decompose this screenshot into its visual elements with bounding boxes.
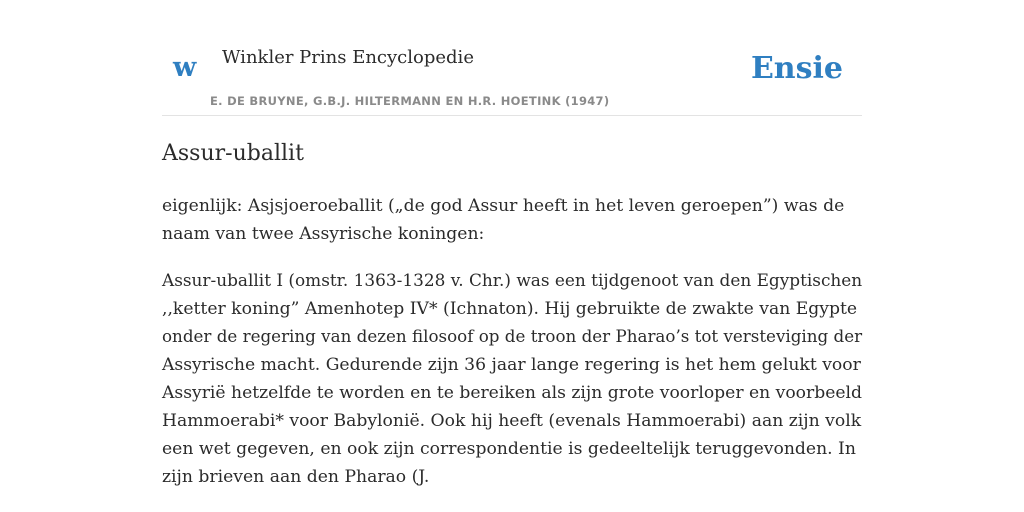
source-title[interactable]: Winkler Prins Encyclopedie [222, 47, 474, 68]
text-line: Hammoerabi* voor Babylonië. Ook hij heeft (evenals Hammoerabi) aan zijn volk [162, 411, 862, 431]
text-line: eigenlijk: Asjsjoeroeballit („de god Assur heeft in het leven geroepen”) was de [162, 196, 845, 216]
article-title: Assur-uballit [162, 141, 304, 166]
ensie-logo[interactable]: Ensie [750, 51, 843, 86]
text-line: ,,ketter koning” Amenhotep IV* (Ichnaton). Hij gebruikte de zwakte van Egypte [162, 299, 858, 319]
text-line: een wet gegeven, en ook zijn correspondentie is gedeeltelijk teruggevonden. In [162, 439, 856, 459]
text-line: Assyrische macht. Gedurende zijn 36 jaar lange regering is het hem gelukt voor [162, 355, 861, 375]
text-line: Assyrië hetzelfde te worden en te bereiken als zijn grote voorloper en voorbeeld [162, 383, 863, 403]
text-line: onder de regering van dezen filosoof op de troon der Pharao’s tot versteviging der [162, 327, 863, 347]
source-authors: E. DE BRUYNE, G.B.J. HILTERMANN EN H.R. HOETINK (1947) [210, 94, 610, 108]
text-line: Assur-uballit I (omstr. 1363-1328 v. Chr.) was een tijdgenoot van den Egyptischen [162, 271, 863, 291]
page [162, 0, 862, 512]
article-paragraph [162, 192, 862, 248]
site-header [162, 0, 862, 116]
text-line: zijn brieven aan den Pharao (J. [162, 467, 430, 487]
article-paragraph [162, 267, 862, 491]
text-line: naam van twee Assyrische koningen: [162, 224, 485, 244]
winkler-prins-logo[interactable]: w [173, 52, 197, 83]
